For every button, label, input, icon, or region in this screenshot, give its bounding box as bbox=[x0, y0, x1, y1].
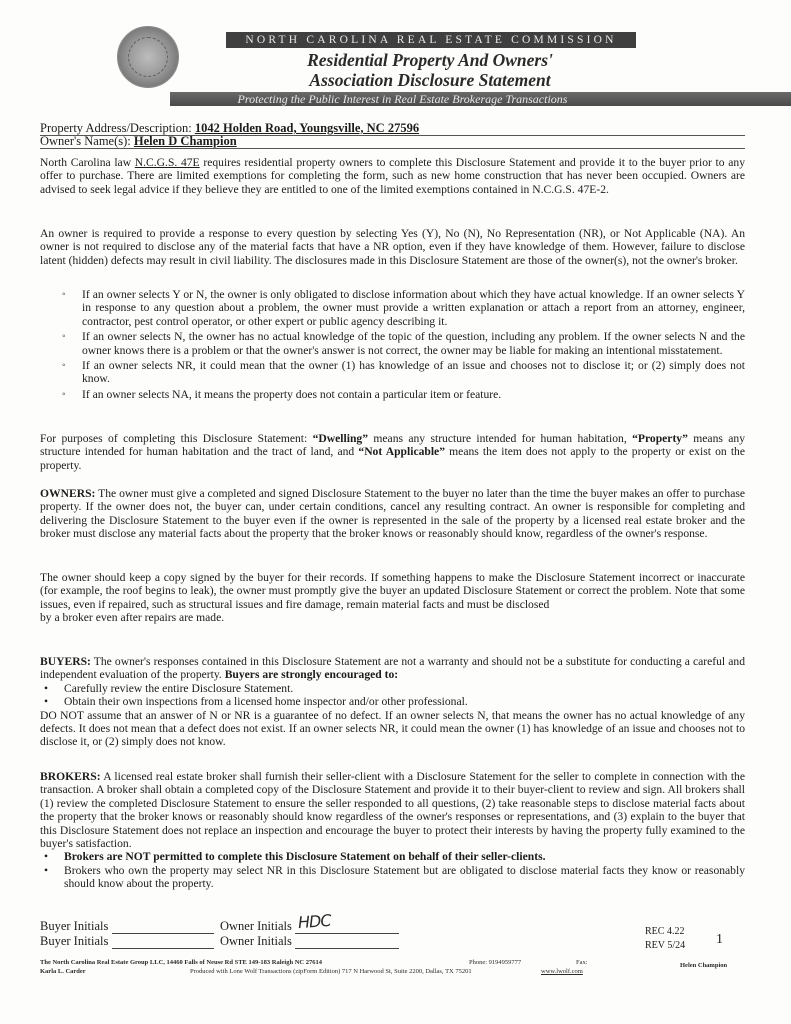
nc-state-seal-icon bbox=[117, 26, 179, 88]
footer-agent: Karla L. Carder bbox=[40, 968, 86, 975]
owners-update-paragraph: The owner should keep a copy signed by the buyer for their records. If something happens to make the Disclosure Statement incorrect or inaccurate (for example, the roof begins to leak), the owner must promptly give the buyer an updated Disclosure Statement or correct the problem. Note that some issues, even if repaired, such as structural issues and fire damage, remain material facts and must be disclosed by a broker even after repairs are made. bbox=[40, 571, 745, 625]
footer-doc-name: Helen Champion bbox=[680, 962, 728, 969]
buyers-heading: BUYERS: bbox=[40, 655, 91, 668]
address-value: 1042 Holden Road, Youngsville, NC 27596 bbox=[194, 121, 420, 135]
form-rec-number: REC 4.22 bbox=[645, 926, 685, 937]
brokers-bullet-not-permitted: • Brokers are NOT permitted to complete this Disclosure Statement on behalf of their seller-clients. bbox=[40, 850, 745, 863]
intro-paragraph: North Carolina law N.C.G.S. 47E requires residential property owners to complete this Disclosure Statement and provide it to the buyer prior to any offer to purchase. There are limited exemptions for completing the form, such as new home construction that has never been occupied. Owners are advised to seek legal advice if they believe they are entitled to one of the limited exemptions contained in N.C.G.S. 47E-2. bbox=[40, 156, 745, 196]
option-nr: ◦ If an owner selects NR, it could mean that the owner (1) has knowledge of an issue and chooses not to disclose it; or (2) simply does not know. bbox=[60, 359, 745, 386]
buyers-bullet-review: • Carefully review the entire Disclosure Statement. bbox=[40, 682, 745, 695]
owners-section: OWNERS: The owner must give a completed and signed Disclosure Statement to the buyer no later than the time the buyer makes an offer to purchase property. If the owner does not, the buyer can, under certain conditions, cancel any resulting contract. An owner is responsible for completing and delivering the Disclosure Statement to the buyer even if the owner is represented in the sale of the property by a licensed real estate broker and the broker must disclose any material facts about the property that the broker knows or reasonably should know, regardless of the owner's response. bbox=[40, 487, 745, 541]
footer-url-link[interactable]: www.lwolf.com bbox=[541, 968, 583, 975]
footer-company: The North Carolina Real Estate Group LLC, 14460 Falls of Neuse Rd STE 149-183 Raleigh NC 27614 bbox=[40, 959, 322, 966]
response-options-list bbox=[60, 288, 745, 403]
buyer-initials-2-line[interactable] bbox=[112, 937, 214, 949]
owner-initials-2[interactable]: Owner Initials bbox=[220, 934, 399, 949]
brokers-section: BROKERS: A licensed real estate broker shall furnish their seller-client with a Disclosure Statement for the seller to complete in connection with the transaction. A broker shall obtain a completed copy of the Disclosure Statement and provide it to their buyer-client to review and sign. All brokers shall (1) review the completed Disclosure Statement to ensure the seller responded to all questions, (2) take reasonable steps to disclose material facts about the property that the broker knows or reasonably should know regardless of the owner's responses or representations, and (3) explain to the buyer that this Disclosure Statement does not replace an inspection and encourage the buyer to protect their interests by having the property fully examined to the buyer's satisfaction. • Brokers are NOT permitted to complete this Disclosure Statement on behalf of their seller-clients. • Brokers who own the property may select NR in this Disclosure Statement but are obligated to disclose material facts they know or reasonably should know about the property. bbox=[40, 770, 745, 891]
tagline-text: Protecting the Public Interest in Real Estate Brokerage Transactions bbox=[237, 92, 568, 106]
footer-phone: Phone: 9194959777 bbox=[469, 959, 522, 966]
form-revision: REV 5/24 bbox=[645, 940, 686, 951]
address-label: Property Address/Description: bbox=[40, 121, 192, 135]
option-na: ◦ If an owner selects NA, it means the property does not contain a particular item or feature. bbox=[60, 388, 745, 401]
owner-name-field[interactable] bbox=[40, 134, 745, 149]
page-number: 1 bbox=[716, 932, 723, 947]
buyers-bullets bbox=[40, 682, 745, 709]
buyer-initials-2[interactable]: Buyer Initials bbox=[40, 934, 214, 949]
option-y-or-n: ◦ If an owner selects Y or N, the owner is only obligated to disclose information about which they have actual knowledge. If an owner selects Y in response to any question about a problem, the owner must provide a written explanation or attach a report from an attorney, engineer, contractor, pest control operator, or other expert or public agency describing it. bbox=[60, 288, 745, 328]
owner-initials-2-line[interactable] bbox=[295, 937, 399, 949]
option-n: ◦ If an owner selects N, the owner has no actual knowledge of the topic of the question, including any problem. If the owner selects N and the owner knows there is a problem or that the owner's answer is not correct, the owner may be liable for making an intentional misstatement. bbox=[60, 330, 745, 357]
buyer-initials-1[interactable]: Buyer Initials bbox=[40, 919, 214, 934]
brokers-heading: BROKERS: bbox=[40, 770, 101, 783]
form-title-line1: Residential Property And Owners' bbox=[307, 50, 553, 70]
buyers-bullet-inspect: • Obtain their own inspections from a licensed home inspector and/or other professional. bbox=[40, 695, 745, 708]
statute-link: N.C.G.S. 47E bbox=[134, 156, 200, 169]
buyer-initials-1-line[interactable] bbox=[112, 922, 214, 934]
definitions-paragraph: For purposes of completing this Disclosure Statement: “Dwelling” means any structure intended for human habitation, “Property” means any structure intended for human habitation and the tract of land, and “Not Applicable” means the item does not apply to the property or exist on the property. bbox=[40, 432, 745, 472]
brokers-bullet-own-property: • Brokers who own the property may select NR in this Disclosure Statement but are obligated to disclose material facts they know or reasonably should know about the property. bbox=[40, 864, 745, 891]
owner-label: Owner's Name(s): bbox=[40, 134, 131, 148]
owner-value: Helen D Champion bbox=[133, 134, 237, 148]
owner-initials-1[interactable]: Owner Initials bbox=[220, 919, 399, 934]
owners-heading: OWNERS: bbox=[40, 487, 96, 500]
brokers-bullets bbox=[40, 850, 745, 890]
buyers-warning: DO NOT assume that an answer of N or NR is a guarantee of no defect. If an owner selects N, that means the owner has no actual knowledge of any defects. It does not mean that a defect does not exist. If an owner selects NR, it could mean the owner (1) has knowledge of an issue and chooses not to disclose it, or (2) simply does not know. bbox=[40, 708, 745, 749]
buyers-section: BUYERS: The owner's responses contained in this Disclosure Statement are not a warranty and should not be a substitute for conducting a careful and independent evaluation of the property. Buyers are strongly encouraged to: • Carefully review the entire Disclosure Statement. • Obtain their own inspections from a licensed home inspector and/or other professional. DO NOT assume that an answer of N or NR is a guarantee of no defect. If an owner selects N, that means the owner has no actual knowledge of any defects. It does not mean that a defect does not exist. If an owner selects NR, it could mean the owner (1) has knowledge of an issue and chooses not to disclose it, or (2) simply does not know. bbox=[40, 655, 745, 749]
tagline-banner bbox=[170, 92, 791, 106]
footer-produced-with: Produced with Lone Wolf Transactions (zipForm Edition) 717 N Harwood St, Suite 2200, Dallas, TX 75201 bbox=[190, 968, 472, 975]
response-requirements-paragraph: An owner is required to provide a response to every question by selecting Yes (Y), No (N), No Representation (NR), or Not Applicable (NA). An owner is not required to disclose any of the material facts that have a NR option, even if they have knowledge of them. However, failure to disclose latent (hidden) defects may result in civil liability. The disclosures made in this Disclosure Statement are those of the owner(s), not the owner's broker. bbox=[40, 227, 745, 267]
form-title-line2: Association Disclosure Statement bbox=[309, 70, 551, 90]
owner-initials-signature: HDC bbox=[297, 910, 332, 933]
commission-banner: NORTH CAROLINA REAL ESTATE COMMISSION bbox=[226, 32, 636, 48]
footer-fax: Fax: bbox=[576, 959, 588, 966]
